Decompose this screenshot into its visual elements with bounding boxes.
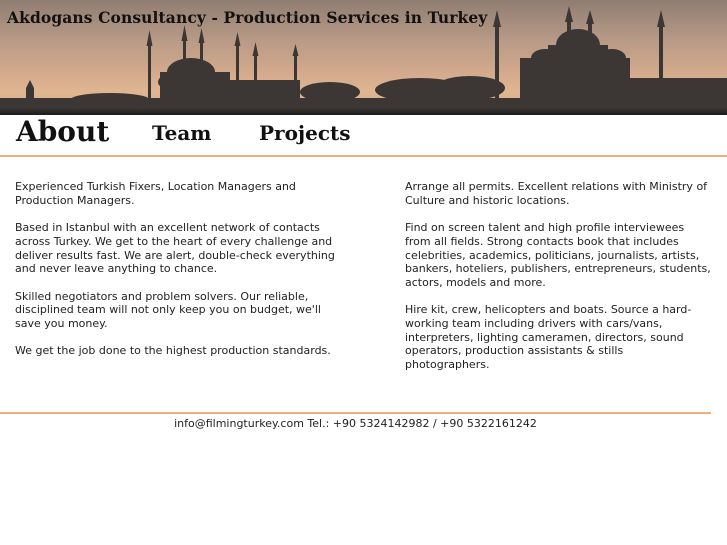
about-right-column	[405, 180, 711, 386]
about-left-column	[15, 180, 343, 372]
footer-divider	[0, 412, 711, 414]
footer-email-link[interactable]: info@filmingturkey.com	[174, 417, 304, 430]
nav-projects-link[interactable]: Projects	[259, 121, 351, 145]
nav-about-link[interactable]: About	[16, 115, 110, 148]
about-paragraph: Arrange all permits. Excellent relations with Ministry of Culture and historic locations.	[405, 180, 708, 207]
footer-contact	[0, 417, 711, 430]
footer-phone-numbers: Tel.: +90 5324142982 / +90 5322161242	[303, 417, 537, 430]
about-paragraph: Experienced Turkish Fixers, Location Managers and Production Managers.	[15, 180, 296, 207]
header-banner	[0, 0, 727, 115]
about-paragraph: Find on screen talent and high profile interviewees from all fields. Strong contacts book that includes celebrities, academics, politicians, journalists, artists, bankers, hoteliers, publishers, entrepreneurs, students, actors, models and more.	[405, 221, 711, 289]
about-paragraph: Skilled negotiators and problem solvers. Our reliable, disciplined team will not only keep you on budget, we'll save you money.	[15, 289, 321, 330]
about-paragraph: Based in Istanbul with an excellent network of contacts across Turkey. We get to the heart of every challenge and deliver results fast. We are alert, double-check everything and never leave anything to chance.	[15, 221, 335, 276]
site-title: Akdogans Consultancy - Production Services in Turkey	[7, 8, 488, 27]
nav-team-link[interactable]: Team	[152, 121, 212, 145]
main-nav	[0, 115, 727, 157]
about-paragraph: Hire kit, crew, helicopters and boats. Source a hard-working team including drivers with cars/vans, interpreters, lighting cameramen, directors, sound operators, production assistants & stills photographers.	[405, 303, 692, 372]
about-paragraph: We get the job done to the highest production standards.	[15, 344, 331, 358]
